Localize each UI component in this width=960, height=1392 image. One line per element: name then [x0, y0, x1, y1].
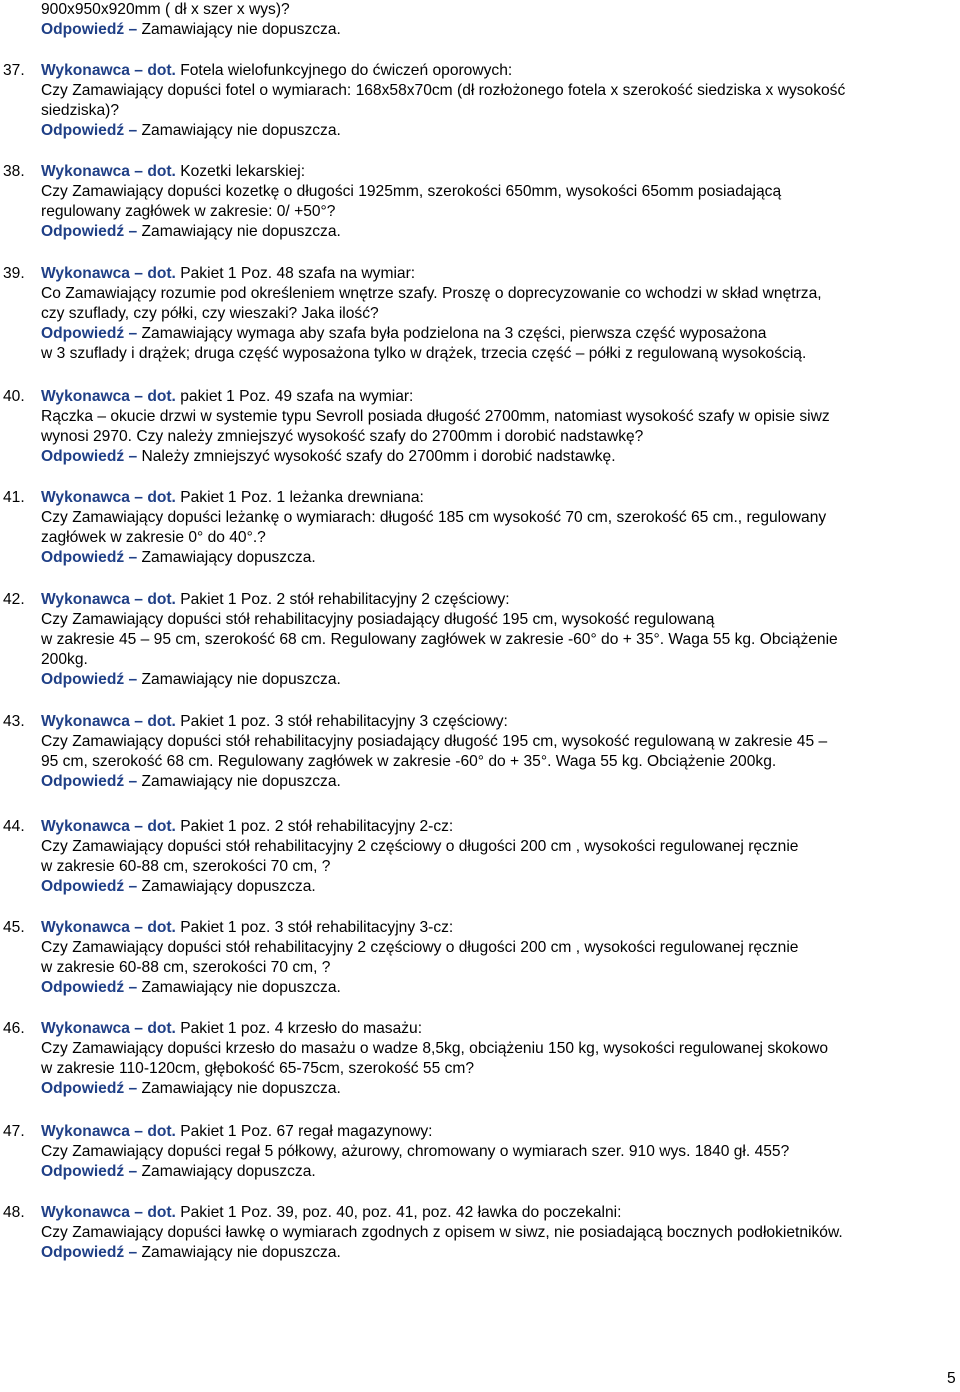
question-number: 37. [3, 62, 25, 79]
text-line [41, 81, 946, 101]
text-run: Pakiet 1 Poz. 39, poz. 40, poz. 41, poz. 42 ławka do poczekalni: [175, 1204, 622, 1221]
text-run: pakiet 1 Poz. 49 szafa na wymiar: [175, 388, 414, 405]
question-body [41, 407, 946, 467]
question-item [0, 162, 960, 242]
text-run: Zamawiający dopuszcza. [141, 549, 316, 566]
text-run: Pakiet 1 poz. 3 stół rehabilitacyjny 3-cz: [175, 919, 454, 936]
text-run: w zakresie 60-88 cm, szerokości 70 cm, ? [41, 959, 331, 976]
text-line [41, 752, 946, 772]
text-run: 200kg. [41, 651, 88, 668]
text-line [41, 324, 946, 344]
question-title [41, 488, 424, 508]
contractor-label: Wykonawca – dot. [41, 1020, 176, 1037]
text-run: Zamawiający dopuszcza. [141, 878, 316, 895]
text-run: Pakiet 1 poz. 2 stół rehabilitacyjny 2-cz: [175, 818, 454, 835]
answer-label: Odpowiedź – [41, 122, 142, 139]
answer-label: Odpowiedź – [41, 1244, 142, 1261]
text-line [41, 20, 941, 40]
text-line [41, 222, 946, 242]
text-line [41, 1059, 946, 1079]
question-heading [0, 61, 960, 81]
question-number: 44. [3, 818, 25, 835]
text-line [41, 284, 946, 304]
text-line [41, 0, 941, 20]
text-run: wynosi 2970. Czy należy zmniejszyć wysokość szafy do 2700mm i dorobić nadstawkę? [41, 428, 644, 445]
question-title [41, 918, 453, 938]
page-number: 5 [947, 1370, 956, 1387]
text-run: siedziska)? [41, 102, 119, 119]
text-run: Czy Zamawiający dopuści stół rehabilitacyjny 2 częściowy o długości 200 cm , wysokości regulowanej ręcznie [41, 939, 799, 956]
text-line [41, 958, 946, 978]
answer-label: Odpowiedź – [41, 21, 142, 38]
question-number: 40. [3, 388, 25, 405]
question-item [0, 387, 960, 467]
answer-label: Odpowiedź – [41, 448, 142, 465]
text-run: Zamawiający nie dopuszcza. [141, 979, 341, 996]
text-line [41, 938, 946, 958]
question-item [0, 590, 960, 690]
answer-label: Odpowiedź – [41, 325, 142, 342]
question-body [41, 610, 946, 690]
answer-label: Odpowiedź – [41, 979, 142, 996]
question-heading [0, 488, 960, 508]
text-line [41, 121, 946, 141]
text-line [41, 1142, 946, 1162]
question-body [41, 81, 946, 141]
answer-label: Odpowiedź – [41, 878, 142, 895]
text-run: Należy zmniejszyć wysokość szafy do 2700mm i dorobić nadstawkę. [141, 448, 616, 465]
text-run: czy szuflady, czy półki, czy wieszaki? Jaka ilość? [41, 305, 379, 322]
contractor-label: Wykonawca – dot. [41, 388, 176, 405]
question-item [0, 264, 960, 364]
text-line [41, 670, 946, 690]
text-line [41, 344, 946, 364]
question-number: 46. [3, 1020, 25, 1037]
text-run: Fotela wielofunkcyjnego do ćwiczeń oporowych: [175, 62, 513, 79]
question-title [41, 61, 512, 81]
text-run: Czy Zamawiający dopuści leżankę o wymiarach: długość 185 cm wysokość 70 cm, szerokość 65 cm., regulowany [41, 509, 827, 526]
question-title [41, 712, 508, 732]
text-line [41, 1039, 946, 1059]
text-run: w zakresie 110-120cm, głębokość 65-75cm, szerokość 55 cm? [41, 1060, 475, 1077]
question-number: 39. [3, 265, 25, 282]
text-line [41, 508, 946, 528]
question-heading [0, 817, 960, 837]
text-run: Zamawiający nie dopuszcza. [141, 1080, 341, 1097]
text-run: Co Zamawiający rozumie pod określeniem wnętrze szafy. Proszę o doprecyzowanie co wchodzi w skład wnętrza, [41, 285, 822, 302]
question-heading [0, 590, 960, 610]
text-line [41, 610, 946, 630]
contractor-label: Wykonawca – dot. [41, 713, 176, 730]
answer-label: Odpowiedź – [41, 671, 142, 688]
text-line [41, 101, 946, 121]
text-run: Kozetki lekarskiej: [175, 163, 306, 180]
contractor-label: Wykonawca – dot. [41, 265, 176, 282]
question-heading [0, 1122, 960, 1142]
question-heading [0, 264, 960, 284]
text-run: Czy Zamawiający dopuści ławkę o wymiarach zgodnych z opisem w siwz, nie posiadającą bocznych podłokietników. [41, 1224, 843, 1241]
text-run: Czy Zamawiający dopuści stół rehabilitacyjny 2 częściowy o długości 200 cm , wysokości regulowanej ręcznie [41, 838, 799, 855]
text-run: Pakiet 1 Poz. 48 szafa na wymiar: [175, 265, 416, 282]
text-run: Rączka – okucie drzwi w systemie typu Sevroll posiada długość 2700mm, natomiast wysokość szafy w opisie siwz [41, 408, 830, 425]
contractor-label: Wykonawca – dot. [41, 489, 176, 506]
text-run: w zakresie 60-88 cm, szerokości 70 cm, ? [41, 858, 331, 875]
text-line [41, 182, 946, 202]
question-title [41, 590, 510, 610]
contractor-label: Wykonawca – dot. [41, 62, 176, 79]
text-line [41, 772, 946, 792]
question-title [41, 1019, 422, 1039]
text-run: Zamawiający wymaga aby szafa była podzielona na 3 części, pierwsza część wyposażona [141, 325, 767, 342]
question-item [0, 61, 960, 141]
contractor-label: Wykonawca – dot. [41, 591, 176, 608]
question-title [41, 1122, 432, 1142]
contractor-label: Wykonawca – dot. [41, 818, 176, 835]
question-number: 45. [3, 919, 25, 936]
question-number: 47. [3, 1123, 25, 1140]
text-line [41, 630, 946, 650]
question-body [41, 1142, 946, 1182]
question-title [41, 162, 305, 182]
question-heading [0, 918, 960, 938]
contractor-label: Wykonawca – dot. [41, 163, 176, 180]
text-line [41, 1162, 946, 1182]
text-line [41, 407, 946, 427]
question-body [41, 284, 946, 364]
text-line [41, 837, 946, 857]
question-item [0, 918, 960, 998]
text-run: Zamawiający nie dopuszcza. [141, 223, 341, 240]
text-run: Zamawiający nie dopuszcza. [141, 671, 341, 688]
question-title [41, 387, 413, 407]
question-number: 41. [3, 489, 25, 506]
text-run: 900x950x920mm ( dł x szer x wys)? [41, 1, 290, 18]
question-number: 48. [3, 1204, 25, 1221]
contractor-label: Wykonawca – dot. [41, 1123, 176, 1140]
question-body [41, 837, 946, 897]
continued-answer [41, 0, 941, 40]
text-line [41, 650, 946, 670]
text-run: Czy Zamawiający dopuści regał 5 półkowy, ażurowy, chromowany o wymiarach szer. 910 wys. 1840 gł. 455? [41, 1143, 790, 1160]
question-number: 38. [3, 163, 25, 180]
text-line [41, 732, 946, 752]
question-number: 43. [3, 713, 25, 730]
text-run: w zakresie 45 – 95 cm, szerokość 68 cm. Regulowany zagłówek w zakresie -60° do + 35°. Waga 55 kg. Obciążenie [41, 631, 838, 648]
question-heading [0, 387, 960, 407]
text-run: Zamawiający dopuszcza. [141, 1163, 316, 1180]
question-item [0, 817, 960, 897]
question-item [0, 1122, 960, 1182]
text-run: Zamawiający nie dopuszcza. [141, 1244, 341, 1261]
question-heading [0, 1203, 960, 1223]
text-run: zagłówek w zakresie 0° do 40°.? [41, 529, 266, 546]
answer-label: Odpowiedź – [41, 549, 142, 566]
question-number: 42. [3, 591, 25, 608]
answer-label: Odpowiedź – [41, 223, 142, 240]
question-heading [0, 712, 960, 732]
question-body [41, 1223, 946, 1263]
question-item [0, 488, 960, 568]
text-run: Zamawiający nie dopuszcza. [141, 773, 341, 790]
text-run: Czy Zamawiający dopuści kozetkę o długości 1925mm, szerokości 650mm, wysokości 65omm posiadającą [41, 183, 782, 200]
text-line [41, 528, 946, 548]
question-title [41, 264, 415, 284]
text-run: Czy Zamawiający dopuści fotel o wymiarach: 168x58x70cm (dł rozłożonego fotela x szerokość siedziska x wysokość [41, 82, 846, 99]
text-run: 95 cm, szerokość 68 cm. Regulowany zagłówek w zakresie -60° do + 35°. Waga 55 kg. Obciążenie 200kg. [41, 753, 777, 770]
text-run: Pakiet 1 poz. 4 krzesło do masażu: [175, 1020, 423, 1037]
question-item [0, 712, 960, 792]
text-line [41, 427, 946, 447]
text-run: Pakiet 1 poz. 3 stół rehabilitacyjny 3 częściowy: [175, 713, 508, 730]
question-body [41, 182, 946, 242]
question-heading [0, 162, 960, 182]
text-run: Czy Zamawiający dopuści stół rehabilitacyjny posiadający długość 195 cm, wysokość regulowaną w zakresie 45 – [41, 733, 828, 750]
text-run: Pakiet 1 Poz. 2 stół rehabilitacyjny 2 częściowy: [175, 591, 510, 608]
question-item [0, 1019, 960, 1099]
text-line [41, 857, 946, 877]
text-run: w 3 szuflady i drążek; druga część wyposażona tylko w drążek, trzecia część – półki z regulowaną wysokością. [41, 345, 807, 362]
contractor-label: Wykonawca – dot. [41, 919, 176, 936]
text-run: Czy Zamawiający dopuści krzesło do masażu o wadze 8,5kg, obciążeniu 150 kg, wysokości regulowanej skokowo [41, 1040, 829, 1057]
text-run: regulowany zagłówek w zakresie: 0/ +50°? [41, 203, 336, 220]
question-body [41, 732, 946, 792]
answer-label: Odpowiedź – [41, 1080, 142, 1097]
question-body [41, 508, 946, 568]
text-run: Pakiet 1 Poz. 67 regał magazynowy: [175, 1123, 433, 1140]
text-run: Zamawiający nie dopuszcza. [141, 21, 341, 38]
text-line [41, 304, 946, 324]
text-run: Pakiet 1 Poz. 1 leżanka drewniana: [175, 489, 424, 506]
question-item [0, 1203, 960, 1263]
text-line [41, 978, 946, 998]
text-line [41, 1243, 946, 1263]
text-line [41, 548, 946, 568]
text-line [41, 202, 946, 222]
question-title [41, 1203, 621, 1223]
text-line [41, 1223, 946, 1243]
text-line [41, 1079, 946, 1099]
text-line [41, 877, 946, 897]
question-heading [0, 1019, 960, 1039]
answer-label: Odpowiedź – [41, 1163, 142, 1180]
text-line [41, 447, 946, 467]
answer-label: Odpowiedź – [41, 773, 142, 790]
question-body [41, 1039, 946, 1099]
contractor-label: Wykonawca – dot. [41, 1204, 176, 1221]
text-run: Czy Zamawiający dopuści stół rehabilitacyjny posiadający długość 195 cm, wysokość regulowaną [41, 611, 715, 628]
text-run: Zamawiający nie dopuszcza. [141, 122, 341, 139]
question-title [41, 817, 453, 837]
question-body [41, 938, 946, 998]
